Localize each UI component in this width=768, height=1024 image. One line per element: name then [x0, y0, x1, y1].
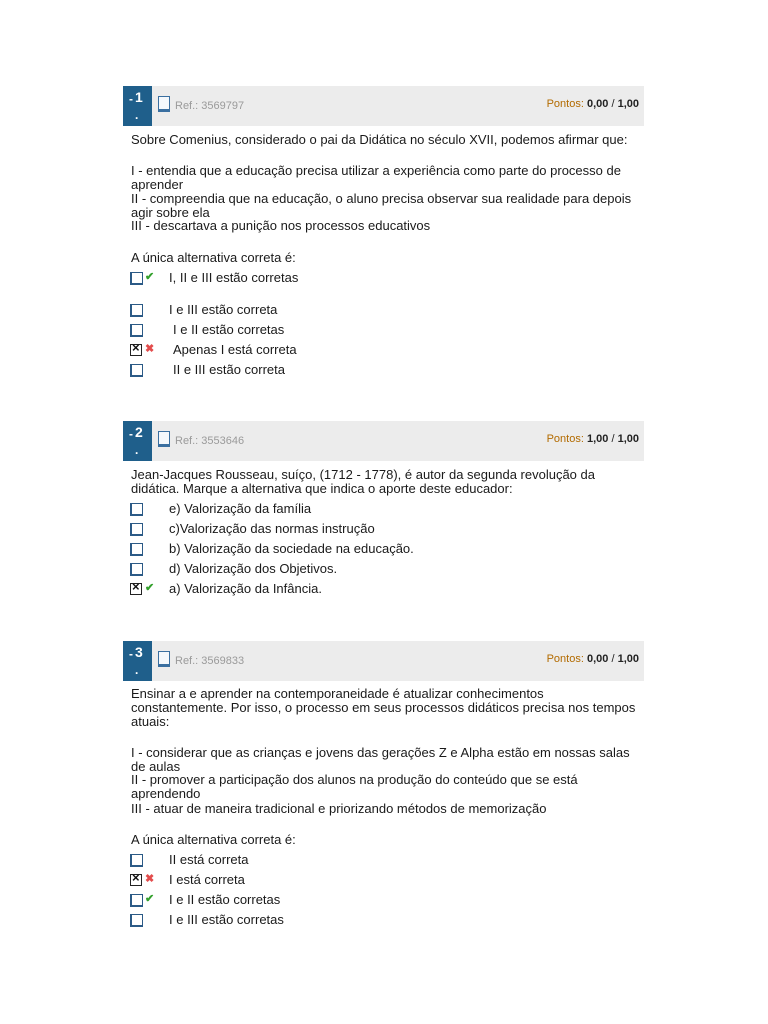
reference-code: Ref.: 3569833: [175, 655, 245, 667]
points-separator: /: [611, 98, 615, 110]
question-number: 3: [135, 644, 143, 660]
badge-dash: -: [129, 427, 133, 441]
points-separator: /: [611, 653, 615, 665]
question-number-badge: [123, 421, 152, 461]
points-value: 1,00: [586, 433, 609, 445]
points-separator: /: [611, 433, 615, 445]
statement-item-1: I - entendia que a educação precisa utilizar a experiência como parte do processo de aprender: [131, 163, 621, 192]
option-label: c)Valorização das normas instrução: [169, 521, 375, 536]
badge-dot: .: [135, 663, 139, 677]
reference-code: Ref.: 3569797: [175, 100, 245, 112]
option-label: I e II estão corretas: [173, 322, 285, 337]
statement-item-2: II - compreendia que na educação, o aluno precisa observar sua realidade para depois agir sobre ela: [131, 191, 632, 220]
points-display: [547, 98, 639, 110]
question-number-badge: [123, 641, 152, 681]
question-3: [123, 641, 644, 927]
question-number: 1: [135, 89, 143, 105]
badge-dash: -: [129, 647, 133, 661]
points-display: [547, 433, 639, 445]
checkbox-checked[interactable]: [130, 344, 142, 356]
points-total: 1,00: [617, 433, 639, 445]
points-display: [547, 653, 639, 665]
statement-item-3: III - atuar de maneira tradicional e priorizando métodos de memorização: [131, 801, 547, 816]
question-header: [123, 421, 644, 461]
question-prompt: A única alternativa correta é:: [131, 250, 296, 265]
points-label: Pontos:: [546, 433, 584, 445]
question-1: [123, 86, 644, 377]
checkbox[interactable]: [130, 563, 143, 576]
points-total: 1,00: [617, 98, 639, 110]
question-header: [123, 641, 644, 681]
question-statement: Ensinar a e aprender na contemporaneidade é atualizar conhecimentos constantemente. Por isso, o processo em seus processos didáticos precisa nos tempos atuais:: [131, 686, 636, 729]
checkbox[interactable]: [130, 272, 143, 285]
checkbox[interactable]: [130, 304, 143, 317]
option-label: a) Valorização da Infância.: [169, 581, 322, 596]
checkbox[interactable]: [130, 364, 143, 377]
badge-dash: -: [129, 92, 133, 106]
points-total: 1,00: [617, 653, 639, 665]
reference-code: Ref.: 3553646: [175, 435, 245, 447]
points-value: 0,00: [586, 98, 609, 110]
checkbox-checked[interactable]: [130, 874, 142, 886]
badge-dot: .: [135, 108, 139, 122]
correct-icon: ✔: [145, 893, 155, 905]
points-value: 0,00: [586, 653, 609, 665]
correct-icon: ✔: [145, 582, 155, 594]
option-label: I e III estão corretas: [169, 912, 284, 927]
wrong-icon: ✖: [145, 343, 155, 355]
correct-icon: ✔: [145, 271, 155, 283]
option-label: I está correta: [169, 872, 245, 887]
checkbox[interactable]: [130, 543, 143, 556]
points-label: Pontos:: [546, 98, 584, 110]
statement-item-1: I - considerar que as crianças e jovens das gerações Z e Alpha estão em nossas salas de aulas: [131, 745, 630, 774]
option-label: II está correta: [169, 852, 249, 867]
statement-item-3: III - descartava a punição nos processos educativos: [131, 218, 431, 233]
question-statement: Jean-Jacques Rousseau, suíço, (1712 - 1778), é autor da segunda revolução da didática. Marque a alternativa que indica o aporte deste educador:: [131, 467, 595, 496]
checkbox[interactable]: [130, 914, 143, 927]
question-number-badge: [123, 86, 152, 126]
checkbox[interactable]: [130, 324, 143, 337]
option-label: I, II e III estão corretas: [169, 270, 299, 285]
checkbox[interactable]: [130, 523, 143, 536]
checkbox[interactable]: [130, 854, 143, 867]
question-statement: Sobre Comenius, considerado o pai da Didática no século XVII, podemos afirmar que:: [131, 132, 628, 147]
badge-dot: .: [135, 443, 139, 457]
document-icon[interactable]: [158, 431, 170, 445]
checkbox[interactable]: [130, 894, 143, 907]
option-label: Apenas I está correta: [173, 342, 297, 357]
question-header: [123, 86, 644, 126]
option-label: I e II estão corretas: [169, 892, 281, 907]
question-number: 2: [135, 424, 143, 440]
option-label: I e III estão correta: [169, 302, 278, 317]
points-label: Pontos:: [546, 653, 584, 665]
question-prompt: A única alternativa correta é:: [131, 832, 296, 847]
option-label: II e III estão correta: [173, 362, 285, 377]
option-label: e) Valorização da família: [169, 501, 312, 516]
question-2: [123, 421, 644, 596]
checkbox-checked[interactable]: [130, 583, 142, 595]
document-icon[interactable]: [158, 96, 170, 110]
document-icon[interactable]: [158, 651, 170, 665]
option-label: b) Valorização da sociedade na educação.: [169, 541, 414, 556]
wrong-icon: ✖: [145, 873, 155, 885]
checkbox[interactable]: [130, 503, 143, 516]
option-label: d) Valorização dos Objetivos.: [169, 561, 338, 576]
statement-item-2: II - promover a participação dos alunos na produção do conteúdo que se está aprendendo: [131, 772, 578, 801]
